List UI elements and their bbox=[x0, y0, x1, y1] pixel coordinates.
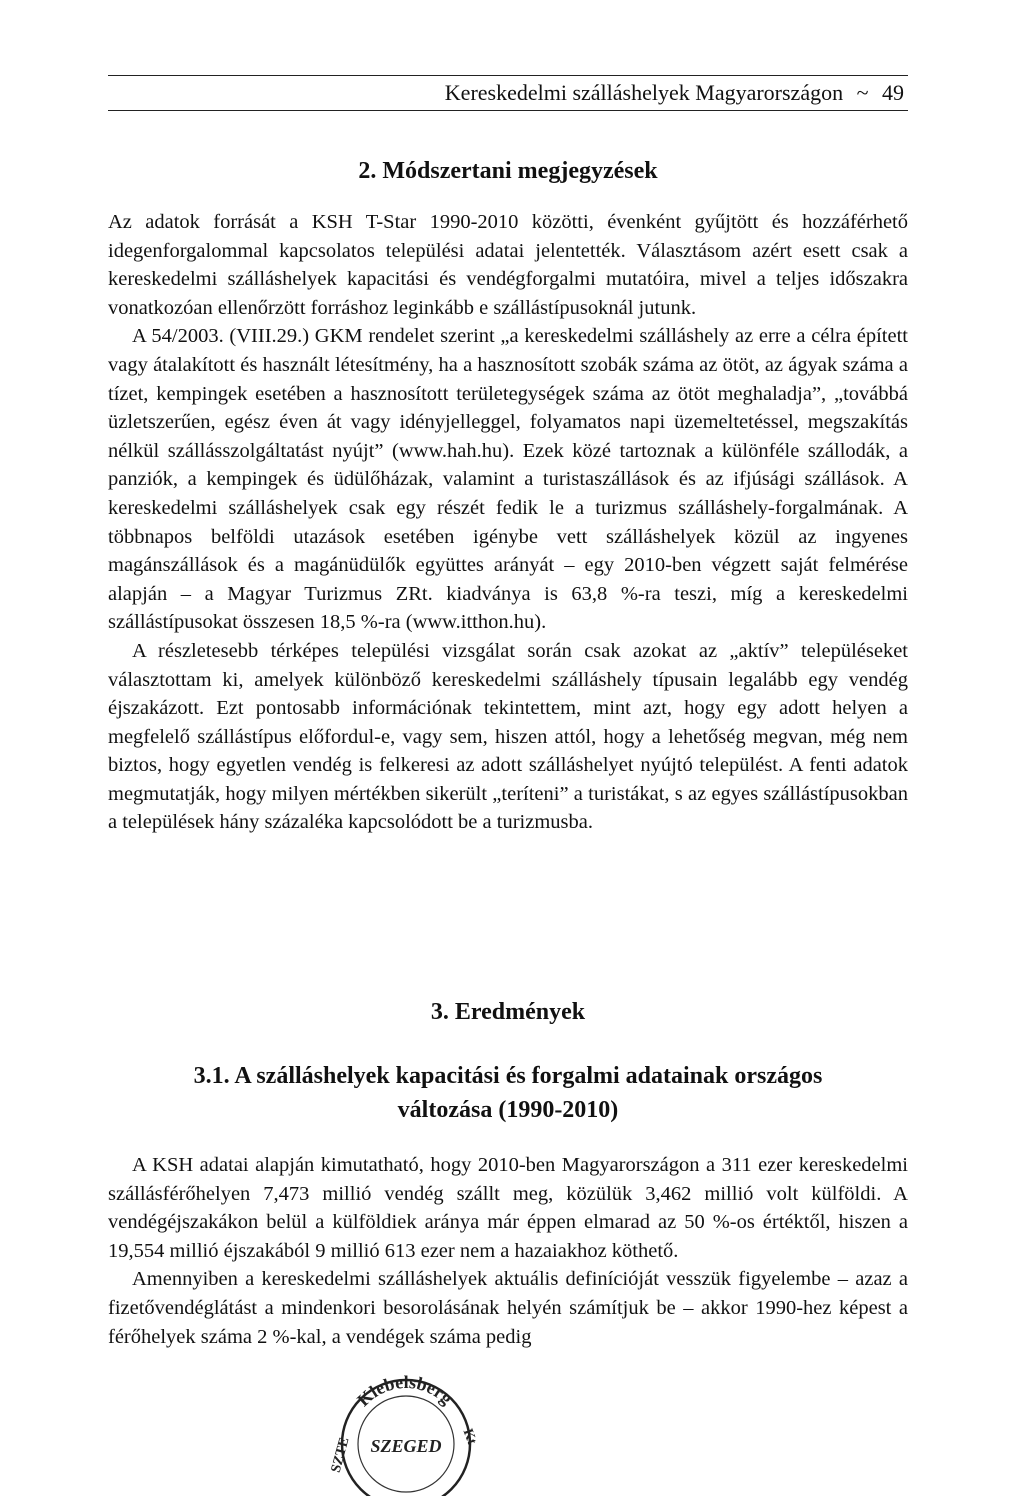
section-2-body bbox=[108, 208, 908, 837]
paragraph: Amennyiben a kereskedelmi szálláshelyek aktuális definícióját vesszük figyelembe – azaz a fizetővendéglátást a mindenkori besorolásának helyén számítjuk be – akkor 1990-hez képest a férőhelyek száma 2 %-kal, a vendégek száma pedig bbox=[108, 1268, 908, 1348]
running-header bbox=[108, 75, 908, 111]
stamp-right-text: Kt bbox=[459, 1426, 479, 1447]
subsection-title-line-1: 3.1. A szálláshelyek kapacitási és forgalmi adatainak országos bbox=[193, 1063, 823, 1089]
section-2-title: 2. Módszertani megjegyzések bbox=[358, 158, 658, 184]
section-3-title: 3. Eredmények bbox=[430, 999, 586, 1025]
stamp-arc-text: Klebelsberg bbox=[353, 1372, 457, 1411]
running-header-text bbox=[445, 79, 904, 107]
running-title: Kereskedelmi szálláshelyek Magyarországon bbox=[444, 80, 844, 105]
subsection-title-line-2: változása (1990-2010) bbox=[397, 1097, 619, 1123]
library-stamp-icon bbox=[322, 1372, 490, 1496]
paragraph: A 54/2003. (VIII.29.) GKM rendelet szerint „a kereskedelmi szálláshely az erre a célra épített vagy átalakított és használt létesítmény, ha a hasznosított szobák száma az ötöt, az ágyak száma a tízet, kempingek esetében a hasznosított területegységek száma az ötöt meghaladja”, „továbbá üzletszerűen, egész éven át vagy idényjelleggel, folyamatos napi üzemeltetéssel, megszakítás nélkül szállásszolgáltatást nyújt” (www.hah.hu). Ezek közé tartoznak a különféle szállodák, a panziók, a kempingek és üdülőházak, valamint a turistaszállások és az ifjúsági szállások. A kereskedelmi szálláshelyek csak egy részét fedik le a turizmus szálláshely-forgalmának. A többnapos belföldi utazások esetében igénybe vett szálláshelyek közül az ingyenes magánszállások és a magánüdülők együttes arányát – egy 2010-ben végzett saját felmérése alapján – a Magyar Turizmus ZRt. kiadványa is 63,8 %-ra teszi, míg a kereskedelmi szállástípusokat összesen 18,5 %-ra (www.itthon.hu). bbox=[108, 325, 908, 634]
paragraph: Az adatok forrását a KSH T-Star 1990-2010 közötti, évenként gyűjtött és hozzáférhető idegenforgalommal kapcsolatos települési adatai jelentették. Választásom azért esett csak a kereskedelmi szálláshelyek kapacitási és vendégforgalmi mutatóira, mivel a teljes időszakra vonatkozóan ellenőrzött forráshoz leginkább e szállástípusoknál jutunk. bbox=[108, 211, 908, 319]
paragraph: A részletesebb térképes települési vizsgálat során csak azokat az „aktív” településeket választottam ki, amelyek különböző kereskedelmi szálláshely típusain legalább egy vendég éjszakázott. Ezt pontosabb információnak tekintettem, mint azt, hogy egy adott helyen a megfelelő szállástípus előfordul-e, vagy sem, hiszen attól, hogy a lehetőség megvan, még nem biztos, hogy egyetlen vendég is felkeresi az adott szálláshelyet nyújtó települést. A fenti adatok megmutatják, hogy milyen mértékben sikerült „teríteni” a turistákat, s az egyes szállástípusokban a települések hány százaléka kapcsolódott be a turizmusba. bbox=[108, 639, 908, 834]
stamp-left-text: SZTE bbox=[328, 1435, 353, 1475]
paragraph: A KSH adatai alapján kimutatható, hogy 2010-ben Magyarországon a 311 ezer kereskedelmi szállásférőhelyen 7,473 millió vendég szállt meg, közülük 3,462 millió volt külföldi. A vendégéjszakákon belül a külföldiek aránya már éppen elmarad az 50 %-os értéktől, hiszen a 19,554 millió éjszakából 9 millió 613 ezer nem a hazaiakhoz köthető. bbox=[108, 1154, 908, 1262]
section-3-body bbox=[108, 1151, 908, 1351]
page-number: 49 bbox=[882, 80, 904, 105]
subsection-3-1-title bbox=[108, 1059, 908, 1127]
stamp-center-text: SZEGED bbox=[370, 1436, 442, 1456]
header-separator: ~ bbox=[856, 80, 869, 105]
